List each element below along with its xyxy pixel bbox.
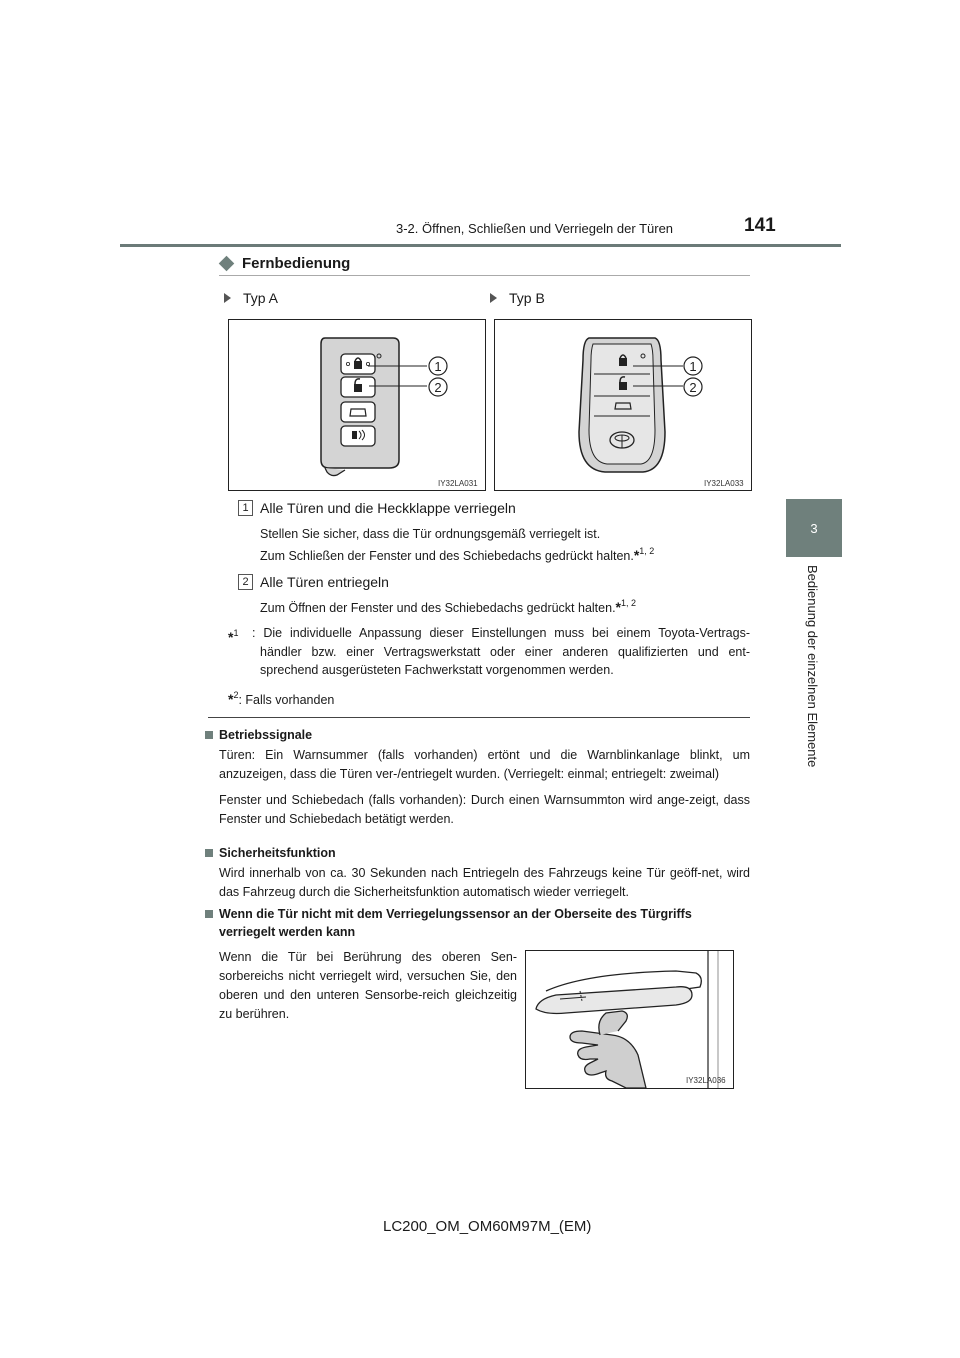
item-note: Zum Öffnen der Fenster und des Schiebedachs gedrückt halten.*$^{1, 2}$ bbox=[260, 598, 637, 615]
note-heading: Betriebssignale bbox=[219, 726, 750, 744]
figure-door-handle bbox=[525, 950, 734, 1089]
figure-callout-2: 2 bbox=[689, 380, 697, 395]
note-safety-function bbox=[219, 844, 750, 902]
chapter-side-title: Bedienung der einzelnen Elemente bbox=[805, 565, 820, 768]
note-door-sensor bbox=[219, 905, 750, 941]
figure-callout-2: 2 bbox=[434, 380, 442, 395]
smart-key-type-a-icon bbox=[229, 320, 485, 490]
footnote-star: * bbox=[633, 547, 640, 563]
footnote-star: * bbox=[615, 599, 621, 615]
chapter-number: 3 bbox=[810, 520, 818, 536]
type-a-label: Typ A bbox=[224, 290, 278, 306]
figure-key-type-a bbox=[228, 319, 486, 491]
note-heading: Wenn die Tür nicht mit dem Verriegelungssensor an der Oberseite des Türgriffs verriegelt werden kann bbox=[219, 905, 750, 941]
note-heading: Sicherheitsfunktion bbox=[219, 844, 750, 862]
footnote-2: *$^2$: Falls vorhanden bbox=[228, 690, 335, 707]
arrow-right-icon bbox=[490, 293, 497, 303]
document-id: LC200_OM_OM60M97M_(EM) bbox=[383, 1218, 592, 1235]
type-b-label: Typ B bbox=[490, 290, 545, 306]
figure-callout-1: 1 bbox=[689, 359, 697, 374]
item-number-badge: 1 bbox=[238, 500, 253, 516]
note-operating-signals bbox=[219, 726, 750, 829]
page-number: 141 bbox=[744, 215, 776, 236]
square-bullet-icon bbox=[205, 910, 213, 918]
arrow-right-icon bbox=[224, 293, 231, 303]
square-bullet-icon bbox=[205, 731, 213, 739]
item-note: Zum Schließen der Fenster und des Schiebedachs gedrückt halten.*$^{1, 2}$ bbox=[260, 546, 655, 563]
item-title: Alle Türen entriegeln bbox=[260, 574, 389, 590]
chapter-tab bbox=[786, 499, 842, 557]
square-bullet-icon bbox=[205, 849, 213, 857]
note-paragraph: Türen: Ein Warnsummer (falls vorhanden) ertönt und die Warnblinkanlage blinkt, um anzuzeigen, dass die Türen ver-/entriegelt wurden. (Verriegelt: einmal; entriegelt: zweimal) bbox=[219, 748, 750, 781]
footnote-ref: 1, 2 bbox=[639, 546, 655, 556]
figure-code: IY32LA036 bbox=[686, 1076, 726, 1085]
door-handle-hand-icon bbox=[526, 951, 733, 1088]
note-paragraph: Wenn die Tür bei Berührung des oberen Sen-sorbereichs nicht verriegelt wird, versuchen Sie, den oberen und den unteren Sensorbe-reich gleichzeitig zu berühren. bbox=[219, 950, 517, 1021]
section-title: Fernbedienung bbox=[242, 255, 351, 272]
figure-key-type-b bbox=[494, 319, 752, 491]
figure-code: IY32LA031 bbox=[438, 479, 478, 488]
item-note: Stellen Sie sicher, dass die Tür ordnungsgemäß verriegelt ist. bbox=[260, 527, 601, 541]
footnote-ref: 1, 2 bbox=[621, 598, 637, 608]
item-number-badge: 2 bbox=[238, 574, 253, 590]
item-title: Alle Türen und die Heckklappe verriegeln bbox=[260, 500, 516, 516]
section-divider bbox=[208, 717, 750, 718]
diamond-icon bbox=[219, 256, 235, 272]
footnote-1: *$^1$ : Die individuelle Anpassung dieser Einstellungen muss bei einem Toyota-Vertrags-händler bzw. einer Vertragswerkstatt oder einer anderen qualifizierten und ent-sprechend ausgerüsteten Fachwerkstatt vorgenommen werden. bbox=[228, 626, 750, 677]
header-rule bbox=[120, 244, 841, 247]
section-heading bbox=[219, 255, 350, 272]
note-paragraph: Wird innerhalb von ca. 30 Sekunden nach Entriegeln des Fahrzeugs keine Tür geöff-net, wird das Fahrzeug durch die Sicherheitsfunktion automatisch wieder verriegelt. bbox=[219, 866, 750, 899]
figure-code: IY32LA033 bbox=[704, 479, 744, 488]
smart-key-type-b-icon bbox=[495, 320, 751, 490]
chapter-header-title: 3-2. Öffnen, Schließen und Verriegeln der Türen bbox=[396, 221, 674, 236]
note-paragraph: Fenster und Schiebedach (falls vorhanden): Durch einen Warnsummton wird ange-zeigt, dass Fenster und Schiebedach betätigt werden. bbox=[219, 793, 750, 826]
section-rule bbox=[219, 275, 750, 276]
figure-callout-1: 1 bbox=[434, 359, 442, 374]
